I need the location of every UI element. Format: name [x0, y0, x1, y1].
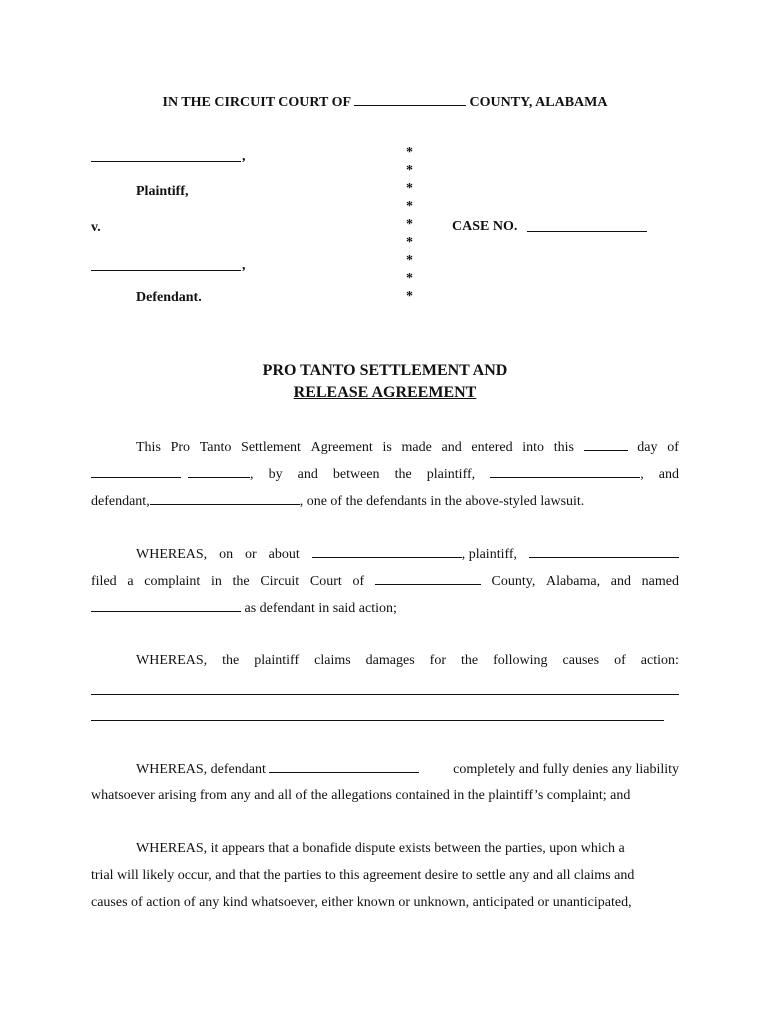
word: Alabama,: [546, 574, 601, 589]
document-title-line-2: RELEASE AGREEMENT: [293, 384, 477, 401]
word: this: [553, 440, 574, 455]
word: a: [127, 574, 134, 589]
word: about: [268, 547, 300, 562]
paragraph-1-line-2: [91, 466, 679, 483]
word: Agreement: [310, 440, 373, 455]
word: Court: [309, 574, 342, 589]
word: and: [658, 467, 679, 482]
word: into: [522, 440, 545, 455]
case-number-blank[interactable]: [527, 231, 647, 232]
paragraph-2-line-2: [91, 573, 679, 590]
word: named: [641, 574, 679, 589]
word: the: [232, 574, 250, 589]
word: in: [210, 574, 222, 589]
word: plaintiff,: [426, 467, 476, 482]
defendant-label: Defendant.: [136, 290, 202, 305]
word: County,: [491, 574, 536, 589]
paragraph-1-line-1: [136, 439, 679, 456]
word: and: [610, 574, 631, 589]
causes-of-action-blank-1[interactable]: [91, 694, 679, 695]
plaintiff-blank-2[interactable]: [529, 546, 679, 558]
day-blank[interactable]: [584, 439, 628, 451]
text-run: WHEREAS, it appears that a bonafide dispute exists between the parties, upon which a: [136, 841, 625, 856]
word: This: [136, 440, 161, 455]
denying-defendant-blank[interactable]: [269, 761, 419, 773]
word: complaint: [144, 574, 201, 589]
causes-of-action-blank-2[interactable]: [91, 720, 664, 721]
plaintiff-comma: ,: [242, 149, 246, 164]
word: or: [245, 547, 257, 562]
word: WHEREAS,: [136, 547, 208, 562]
text-run: WHEREAS, defendant: [136, 762, 266, 777]
case-number-label: CASE NO.: [452, 219, 518, 234]
word: and: [441, 440, 462, 455]
text-run: causes of action of any kind whatsoever, either known or unknown, anticipated or unanticipated,: [91, 895, 632, 910]
paragraph-5-line-2: [91, 868, 679, 884]
caption-star: *: [406, 163, 413, 178]
word: causes: [562, 653, 600, 668]
caption-star: *: [406, 199, 413, 214]
caption-star: *: [406, 253, 413, 268]
caption-star: *: [406, 235, 413, 250]
county-blank-2[interactable]: [375, 573, 481, 585]
word: claims: [314, 653, 351, 668]
plaintiff-party-blank[interactable]: [490, 466, 640, 478]
word: and: [297, 467, 318, 482]
defendant-comma: ,: [242, 258, 246, 273]
word: damages: [365, 653, 415, 668]
plaintiff-name-blank[interactable]: [91, 161, 241, 162]
text-run: as defendant in said action;: [241, 601, 397, 616]
plaintiff-label: Plaintiff,: [136, 184, 189, 199]
word: Pro: [170, 440, 191, 455]
paragraph-3-line-1: [136, 653, 679, 669]
filing-date-blank[interactable]: [312, 546, 462, 558]
word: for: [429, 653, 446, 668]
word: is: [382, 440, 392, 455]
word: of: [352, 574, 365, 589]
word: following: [493, 653, 548, 668]
word: of: [614, 653, 626, 668]
word: day: [637, 440, 658, 455]
word: plaintiff: [254, 653, 300, 668]
versus-label: v.: [91, 220, 101, 235]
caption-star: *: [406, 181, 413, 196]
word: entered: [471, 440, 513, 455]
court-title-part1: IN THE CIRCUIT COURT OF: [162, 95, 351, 110]
text-run: , one of the defendants in the above-styled lawsuit.: [299, 494, 585, 509]
word: made: [401, 440, 432, 455]
word: Circuit: [260, 574, 300, 589]
paragraph-1-line-3: [91, 493, 679, 510]
caption-star: *: [406, 271, 413, 286]
text-run: trial will likely occur, and that the parties to this agreement desire to settle any and all claims and: [91, 868, 635, 883]
word: ,: [250, 467, 254, 482]
caption-star: *: [406, 289, 413, 304]
word: WHEREAS,: [136, 653, 208, 668]
word: defendant,: [91, 494, 150, 509]
defendant-name-blank[interactable]: [91, 270, 241, 271]
caption-star: *: [406, 145, 413, 160]
year-blank[interactable]: [188, 466, 250, 478]
word: Tanto: [199, 440, 232, 455]
paragraph-5-line-3: [91, 895, 679, 911]
word: the: [222, 653, 240, 668]
paragraph-2-line-1: [136, 546, 679, 563]
word: on: [219, 547, 234, 562]
court-title-part2: COUNTY, ALABAMA: [469, 95, 608, 110]
paragraph-4-line-2: [91, 788, 679, 804]
word: of: [667, 440, 679, 455]
paragraph-4-line-1: [136, 761, 679, 778]
text-run: whatsoever arising from any and all of the allegations contained in the plaintiff’s complaint; and: [91, 788, 631, 803]
word: ,: [640, 467, 644, 482]
word: the: [394, 467, 412, 482]
caption-star: *: [406, 217, 413, 232]
named-defendant-blank[interactable]: [91, 600, 241, 612]
word: between: [332, 467, 380, 482]
word: action:: [640, 653, 679, 668]
word: , plaintiff,: [461, 547, 518, 562]
month-blank[interactable]: [91, 466, 181, 478]
text-run: completely and fully denies any liability: [453, 762, 679, 777]
paragraph-5-line-1: [136, 841, 679, 857]
word: by: [268, 467, 283, 482]
document-title-line-1: PRO TANTO SETTLEMENT AND: [262, 362, 508, 379]
word: the: [460, 653, 479, 668]
court-header: [0, 94, 770, 111]
word: filed: [91, 574, 117, 589]
county-blank[interactable]: [354, 94, 466, 106]
word: Settlement: [241, 440, 301, 455]
paragraph-2-line-3: [91, 600, 679, 617]
defendant-party-blank[interactable]: [150, 493, 300, 505]
